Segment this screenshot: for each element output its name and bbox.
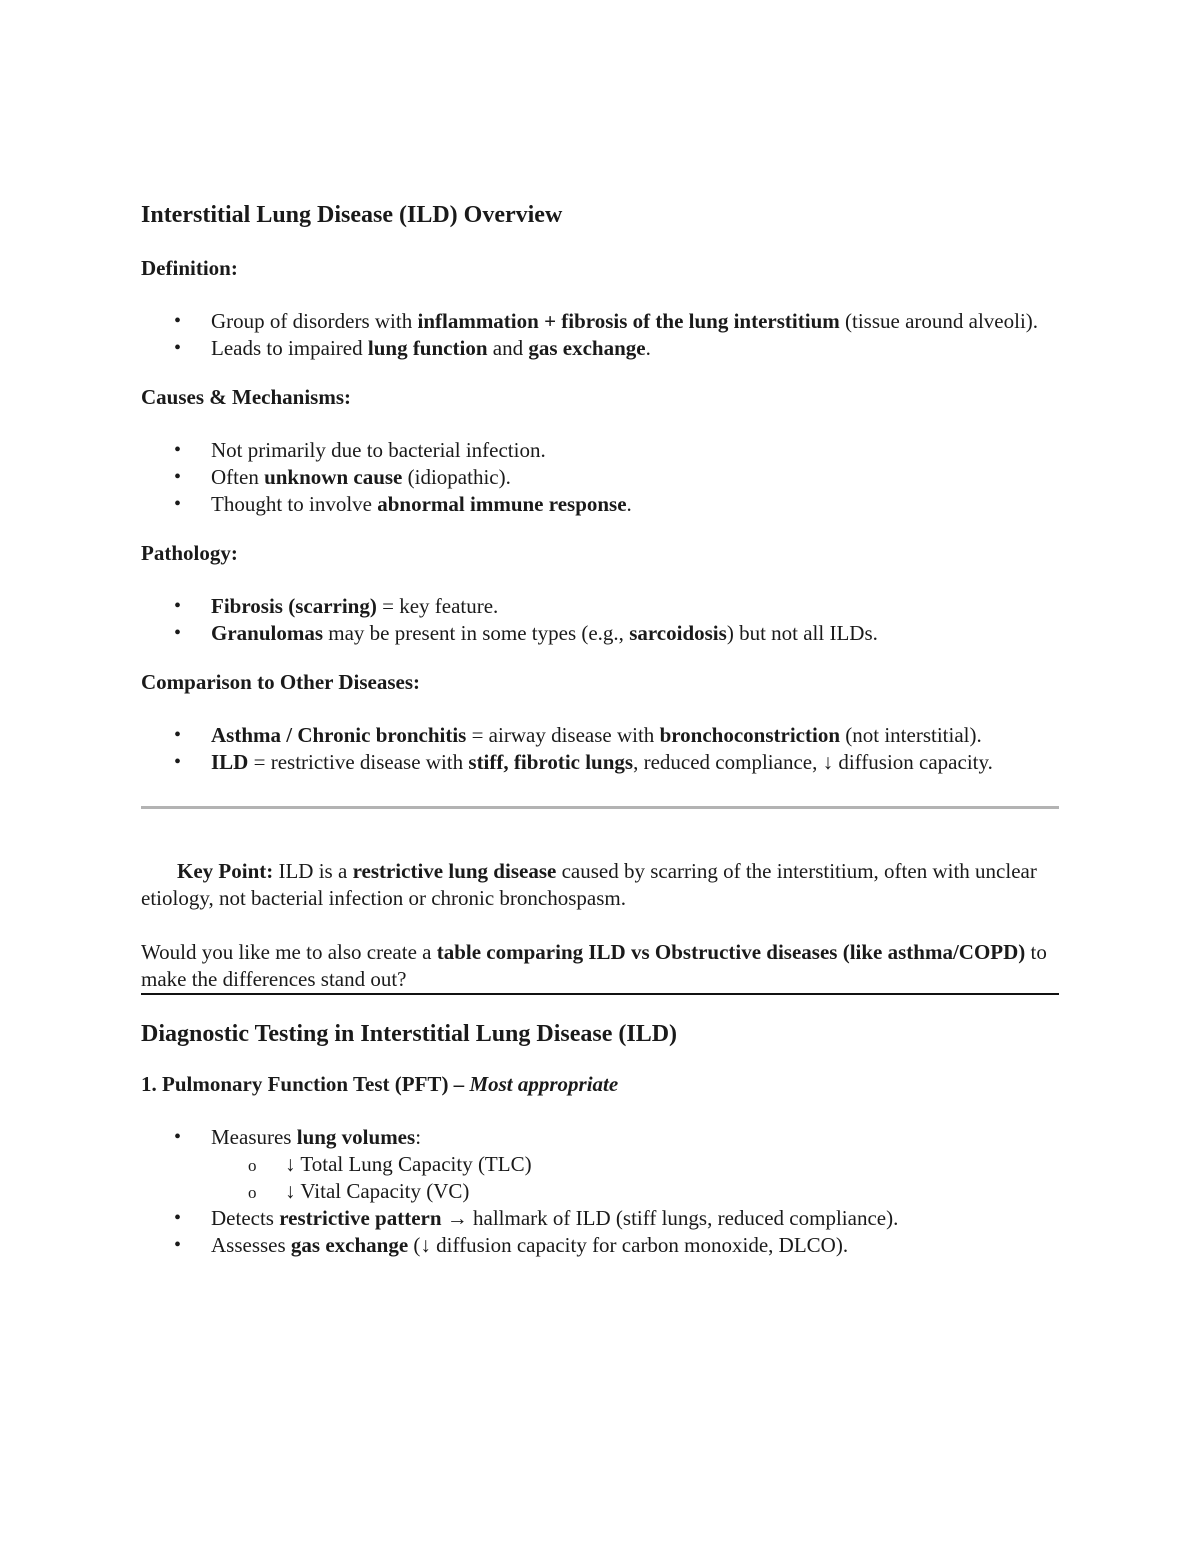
comparison-heading: Comparison to Other Diseases: [141, 670, 421, 694]
circle-bullet-icon: o [248, 1183, 257, 1202]
definition-heading: Definition: [141, 256, 238, 280]
bullet-icon: • [174, 595, 182, 617]
list-item: • Not primarily due to bacterial infection. [174, 438, 546, 462]
list-item: • Fibrosis (scarring) = key feature. [174, 594, 499, 618]
list-item: • Leads to impaired lung function and gas exchange. [174, 336, 651, 360]
bullet-icon: • [174, 1126, 182, 1148]
bullet-icon: • [174, 466, 182, 488]
pft-heading: 1. Pulmonary Function Test (PFT) – Most appropriate [141, 1072, 619, 1096]
key-point-paragraph: Key Point: ILD is a restrictive lung disease caused by scarring of the interstitium, often with unclear etiology, not bacterial infection or chronic bronchospasm. [141, 859, 1037, 910]
list-item: • Thought to involve abnormal immune response. [174, 492, 632, 516]
key-point-label: Key Point: [177, 859, 274, 883]
list-item: • Detects restrictive pattern → hallmark of ILD (stiff lungs, reduced compliance). [174, 1206, 899, 1230]
page-title: Interstitial Lung Disease (ILD) Overview [141, 202, 563, 228]
follow-up-question: Would you like me to also create a table comparing ILD vs Obstructive diseases (like asthma/COPD) to make the differences stand out? [141, 939, 1059, 995]
bullet-icon: • [174, 1234, 182, 1256]
list-item: • Assesses gas exchange (↓ diffusion capacity for carbon monoxide, DLCO). [174, 1233, 849, 1257]
list-item: • Often unknown cause (idiopathic). [174, 465, 511, 489]
circle-bullet-icon: o [248, 1156, 257, 1175]
pft-sub-list [211, 1151, 1059, 1205]
list-item: • Group of disorders with inflammation + fibrosis of the lung interstitium (tissue around alveoli). [174, 309, 1039, 333]
comparison-list [141, 722, 1059, 776]
causes-heading: Causes & Mechanisms: [141, 385, 351, 409]
definition-list [141, 308, 1059, 362]
bullet-icon: • [174, 622, 182, 644]
bullet-icon: • [174, 439, 182, 461]
causes-list [141, 437, 1059, 518]
bullet-icon: • [174, 1207, 182, 1229]
bullet-icon: • [174, 310, 182, 332]
section-title-diagnostic: Diagnostic Testing in Interstitial Lung Disease (ILD) [141, 1021, 678, 1047]
list-item: • ILD = restrictive disease with stiff, fibrotic lungs, reduced compliance, ↓ diffusion capacity. [174, 750, 993, 774]
list-item: • Asthma / Chronic bronchitis = airway disease with bronchoconstriction (not interstitial). [174, 723, 982, 747]
pft-list [141, 1124, 1059, 1259]
sub-list-item: o ↓ Vital Capacity (VC) [141, 1178, 1059, 1205]
list-item: • Granulomas may be present in some types (e.g., sarcoidosis) but not all ILDs. [174, 621, 878, 645]
list-item: • Measures lung volumes: o ↓ Total Lung Capacity (TLC) o ↓ Vital Capacity (VC) [141, 1124, 1059, 1205]
bullet-icon: • [174, 751, 182, 773]
pathology-heading: Pathology: [141, 541, 238, 565]
pathology-list [141, 593, 1059, 647]
bullet-icon: • [174, 724, 182, 746]
bullet-icon: • [174, 493, 182, 515]
bullet-icon: • [174, 337, 182, 359]
sub-list-item: o ↓ Total Lung Capacity (TLC) [141, 1151, 1059, 1178]
document-page [141, 198, 1059, 1259]
horizontal-rule [141, 806, 1059, 809]
